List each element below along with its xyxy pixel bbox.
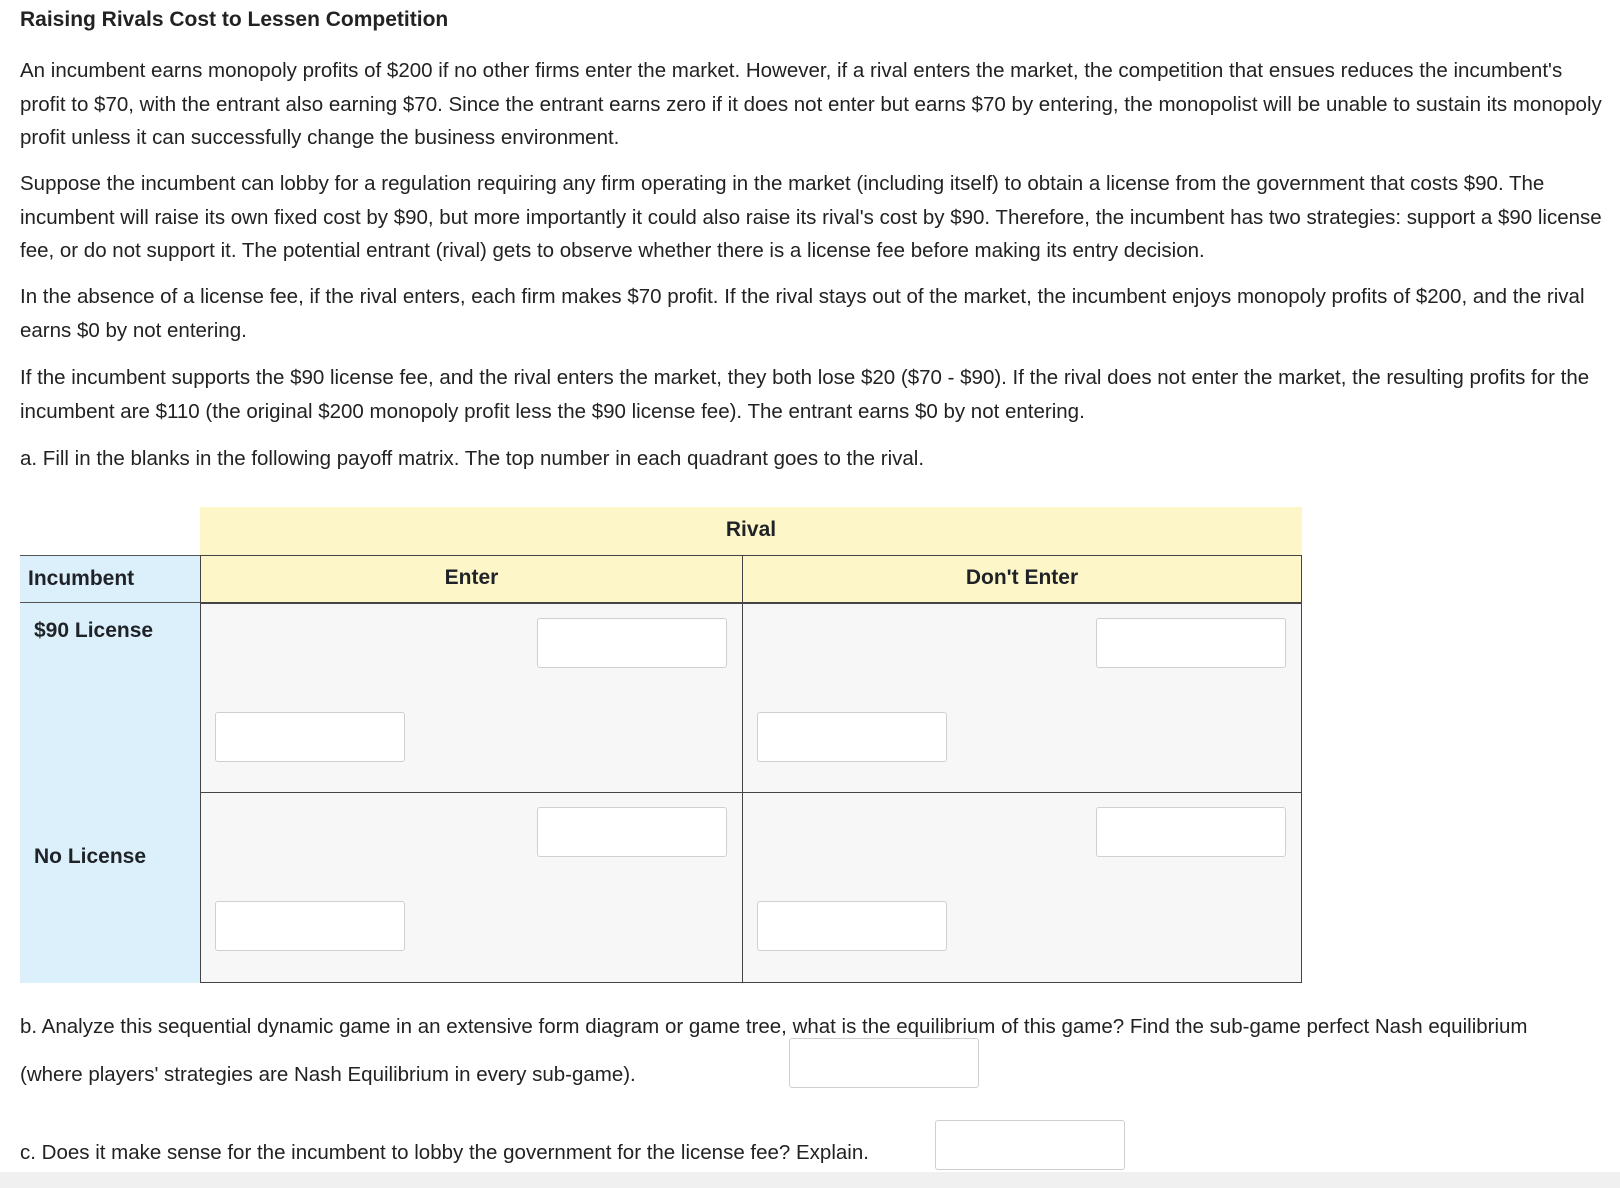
lobby-answer-input[interactable] bbox=[935, 1120, 1125, 1170]
payoff-input-rival[interactable] bbox=[1096, 618, 1286, 668]
page-title: Raising Rivals Cost to Lessen Competition bbox=[20, 8, 449, 31]
equilibrium-answer-input[interactable] bbox=[789, 1038, 979, 1088]
payoff-input-rival[interactable] bbox=[1096, 807, 1286, 857]
row-label-no-license: No License bbox=[20, 793, 200, 983]
rival-header: Rival bbox=[200, 507, 1302, 555]
payoff-input-rival[interactable] bbox=[537, 618, 727, 668]
payoff-input-rival[interactable] bbox=[537, 807, 727, 857]
cell-no-license-enter bbox=[200, 792, 743, 983]
cell-license-dont-enter bbox=[742, 603, 1302, 794]
paragraph-with-license: If the incumbent supports the $90 license fee, and the rival enters the market, they both lose $20 ($70 - $90). If the rival does not enter the market, the resulting profits for the incumbent are $110 (the original $200 monopoly profit less the $90 license fee). The entrant earns $0 by not entering. bbox=[20, 366, 1590, 423]
paragraph-no-license: In the absence of a license fee, if the rival enters, each firm makes $70 profit. If the rival stays out of the market, the incumbent enjoys monopoly profits of $200, and the rival earns $0 by not entering. bbox=[20, 285, 1585, 342]
payoff-input-incumbent[interactable] bbox=[757, 901, 947, 951]
payoff-input-incumbent[interactable] bbox=[757, 712, 947, 762]
cell-no-license-dont-enter bbox=[742, 792, 1302, 983]
question-c bbox=[20, 1136, 950, 1170]
question-b bbox=[20, 1003, 1550, 1099]
incumbent-header: Incumbent bbox=[20, 555, 200, 603]
row-label-license: $90 License bbox=[20, 603, 200, 793]
bottom-strip bbox=[0, 1172, 1620, 1188]
payoff-input-incumbent[interactable] bbox=[215, 901, 405, 951]
payoff-input-incumbent[interactable] bbox=[215, 712, 405, 762]
paragraph-intro: An incumbent earns monopoly profits of $200 if no other firms enter the market. However, if a rival enters the market, the competition that ensues reduces the incumbent's profit to $70, with the entrant also earning $70. Since the entrant earns zero if it does not enter but earns $70 by entering, the monopolist will be unable to sustain its monopoly profit unless it can successfully change the business environment. bbox=[20, 59, 1602, 149]
question-a: a. Fill in the blanks in the following payoff matrix. The top number in each quadrant goes to the rival. bbox=[20, 447, 925, 470]
question-b-text: b. Analyze this sequential dynamic game in an extensive form diagram or game tree, what is the equilibrium of this game? Find the sub-game perfect Nash equilibrium (where players' strategies are Nash Equilibrium in every sub-game). bbox=[20, 1015, 1528, 1086]
paragraph-license: Suppose the incumbent can lobby for a regulation requiring any firm operating in the market (including itself) to obtain a license from the government that costs $90. The incumbent will raise its own fixed cost by $90, but more importantly it could also raise its rival's cost by $90. Therefore, the incumbent has two strategies: support a $90 license fee, or do not support it. The potential entrant (rival) gets to observe whether there is a license fee before making its entry decision. bbox=[20, 172, 1602, 262]
cell-license-enter bbox=[200, 603, 743, 794]
column-header-dont-enter: Don't Enter bbox=[742, 555, 1302, 603]
column-header-enter: Enter bbox=[200, 555, 743, 603]
question-c-text: c. Does it make sense for the incumbent to lobby the government for the license fee? Explain. bbox=[20, 1141, 869, 1164]
